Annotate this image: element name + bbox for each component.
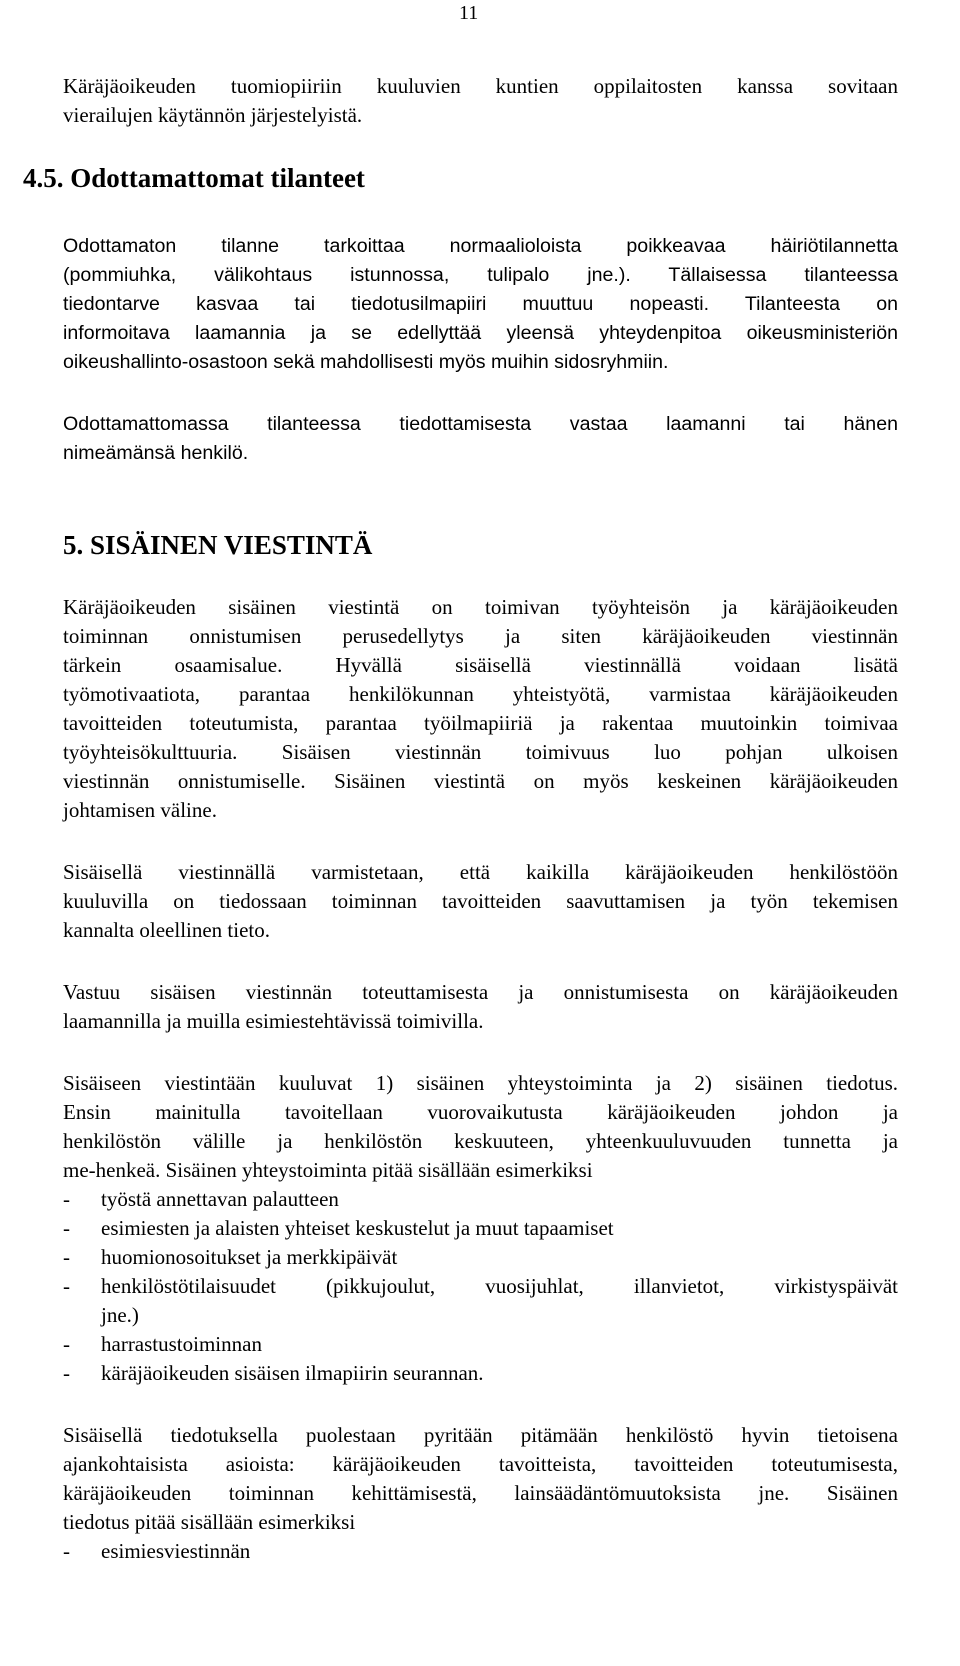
para-4-5-2-line-2: nimeämänsä henkilö. — [63, 442, 249, 464]
list-dash: - — [63, 1216, 70, 1240]
list-dash: - — [63, 1187, 70, 1211]
para-5-4-line-2: Ensin mainitulla tavoitellaan vuorovaikutusta käräjäoikeuden johdon ja — [63, 1100, 898, 1124]
para-4-5-1-line-5: oikeushallinto-osastoon sekä mahdollisesti myös muihin sidosryhmiin. — [63, 351, 669, 373]
list-dash: - — [63, 1274, 70, 1298]
para-5-1-line-5: tavoitteiden toteutumista, parantaa työilmapiiriä ja rakentaa muutoinkin toimivaa — [63, 711, 898, 735]
section-heading-5: 5. SISÄINEN VIESTINTÄ — [63, 530, 373, 560]
para-5-5-line-3: käräjäoikeuden toiminnan kehittämisestä, lainsäädäntömuutoksista jne. Sisäinen — [63, 1481, 898, 1505]
para-5-3-line-2: laamannilla ja muilla esimiestehtävissä toimivilla. — [63, 1009, 484, 1033]
para-5-4-line-1: Sisäiseen viestintään kuuluvat 1) sisäinen yhteystoiminta ja 2) sisäinen tiedotus. — [63, 1071, 898, 1095]
para-5-1-line-7: viestinnän onnistumiselle. Sisäinen viestintä on myös keskeinen käräjäoikeuden — [63, 769, 898, 793]
list-item: huomionosoitukset ja merkkipäivät — [101, 1245, 398, 1269]
section-heading-4-5: 4.5. Odottamattomat tilanteet — [23, 163, 365, 193]
list-dash: - — [63, 1539, 70, 1563]
para-5-1-line-1: Käräjäoikeuden sisäinen viestintä on toimivan työyhteisön ja käräjäoikeuden — [63, 595, 898, 619]
para-4-5-1-line-1: Odottamaton tilanne tarkoittaa normaalioloista poikkeavaa häiriötilannetta — [63, 235, 898, 257]
para-5-1-line-6: työyhteisökulttuuria. Sisäisen viestinnän toimivuus luo pohjan ulkoisen — [63, 740, 898, 764]
list-item: henkilöstötilaisuudet (pikkujoulut, vuosijuhlat, illanvietot, virkistyspäivät — [101, 1274, 898, 1298]
para-4-5-1-line-4: informoitava laamannia ja se edellyttää yleensä yhteydenpitoa oikeusministeriön — [63, 322, 898, 344]
para-5-4-line-3: henkilöstön välille ja henkilöstön keskuuteen, yhteenkuuluvuuden tunnetta ja — [63, 1129, 898, 1153]
para-5-1-line-4: työmotivaatiota, parantaa henkilökunnan yhteistyötä, varmistaa käräjäoikeuden — [63, 682, 898, 706]
para-5-5-line-1: Sisäisellä tiedotuksella puolestaan pyritään pitämään henkilöstö hyvin tietoisena — [63, 1423, 898, 1447]
list-item-continuation: jne.) — [101, 1303, 139, 1327]
intro-line-1: Käräjäoikeuden tuomiopiiriin kuuluvien kuntien oppilaitosten kanssa sovitaan — [63, 74, 898, 98]
list-item: työstä annettavan palautteen — [101, 1187, 339, 1211]
intro-line-2: vierailujen käytännön järjestelyistä. — [63, 103, 363, 127]
list-item: harrastustoiminnan — [101, 1332, 262, 1356]
para-5-2-line-1: Sisäisellä viestinnällä varmistetaan, että kaikilla käräjäoikeuden henkilöstöön — [63, 860, 898, 884]
para-4-5-1-line-3: tiedontarve kasvaa tai tiedotusilmapiiri muuttuu nopeasti. Tilanteesta on — [63, 293, 898, 315]
para-5-2-line-2: kuuluvilla on tiedossaan toiminnan tavoitteiden saavuttamisen ja työn tekemisen — [63, 889, 898, 913]
list-dash: - — [63, 1332, 70, 1356]
list-dash: - — [63, 1245, 70, 1269]
para-4-5-2-line-1: Odottamattomassa tilanteessa tiedottamisesta vastaa laamanni tai hänen — [63, 413, 898, 435]
para-5-1-line-3: tärkein osaamisalue. Hyvällä sisäisellä viestinnällä voidaan lisätä — [63, 653, 898, 677]
page-number: 11 — [459, 2, 479, 24]
para-5-3-line-1: Vastuu sisäisen viestinnän toteuttamisesta ja onnistumisesta on käräjäoikeuden — [63, 980, 898, 1004]
para-5-1-line-8: johtamisen väline. — [63, 798, 217, 822]
para-5-5-line-2: ajankohtaisista asioista: käräjäoikeuden tavoitteista, tavoitteiden toteutumisesta, — [63, 1452, 898, 1476]
para-5-2-line-3: kannalta oleellinen tieto. — [63, 918, 271, 942]
list-item: käräjäoikeuden sisäisen ilmapiirin seurannan. — [101, 1361, 484, 1385]
list-item: esimiesten ja alaisten yhteiset keskustelut ja muut tapaamiset — [101, 1216, 614, 1240]
para-5-1-line-2: toiminnan onnistumisen perusedellytys ja siten käräjäoikeuden viestinnän — [63, 624, 898, 648]
para-5-5-line-4: tiedotus pitää sisällään esimerkiksi — [63, 1510, 356, 1534]
list-dash: - — [63, 1361, 70, 1385]
para-4-5-1-line-2: (pommiuhka, välikohtaus istunnossa, tulipalo jne.). Tällaisessa tilanteessa — [63, 264, 898, 286]
list-item: esimiesviestinnän — [101, 1539, 251, 1563]
para-5-4-line-4: me-henkeä. Sisäinen yhteystoiminta pitää sisällään esimerkiksi — [63, 1158, 593, 1182]
